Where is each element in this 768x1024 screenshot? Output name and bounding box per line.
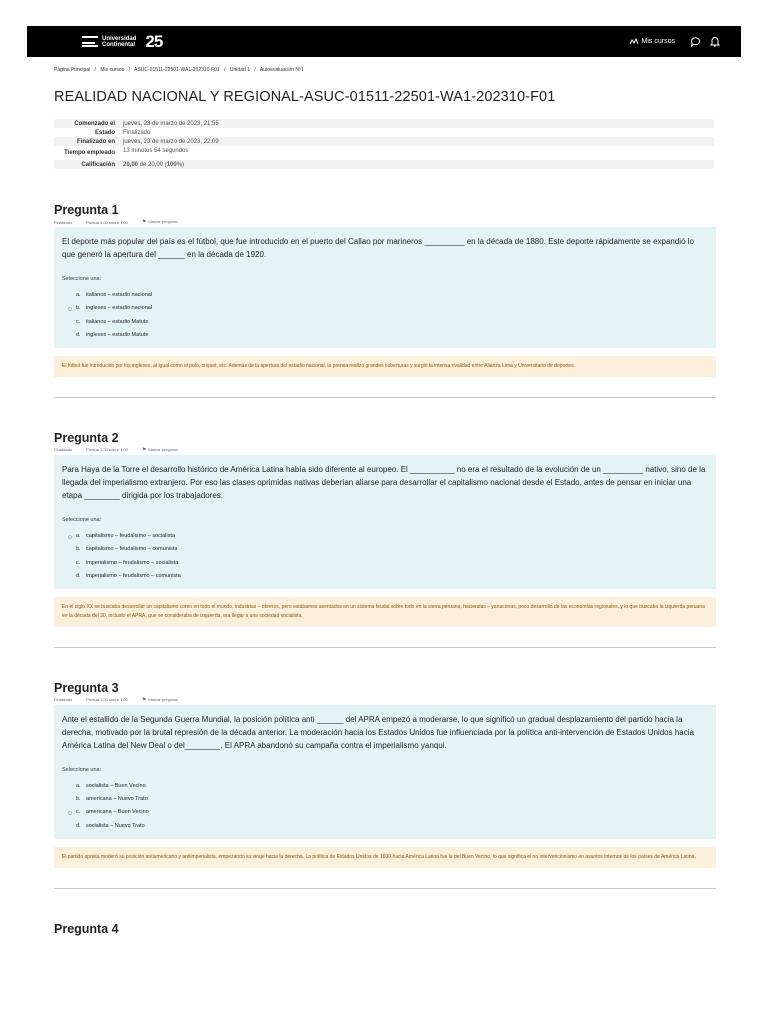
flag-label: Marcar pregunta (148, 446, 178, 452)
radio-icon[interactable] (68, 320, 72, 324)
select-one-label: Seleccione una: (62, 516, 102, 523)
logo-line1: Universidad (102, 35, 137, 42)
breadcrumb-sep: / (94, 67, 96, 73)
radio-icon[interactable] (68, 798, 72, 802)
flag-question-link[interactable] (142, 447, 178, 453)
flag-question-link[interactable] (142, 219, 178, 225)
question-points: Puntúa 1,00 sobre 1,00 (86, 219, 128, 225)
breadcrumb-unit[interactable]: Unidad 1 (229, 67, 250, 73)
radio-icon[interactable] (68, 784, 72, 788)
option-text: italianos – estadio Matute (86, 318, 149, 325)
grade-percent: 100 (166, 161, 177, 168)
university-logo[interactable] (82, 32, 162, 52)
summary-label: Comenzado el (54, 119, 119, 128)
option-text: socialista – Nuevo Trato (86, 822, 145, 829)
flag-label: Marcar pregunta (148, 219, 178, 224)
question-separator (54, 888, 716, 889)
grade-end: %) (176, 161, 185, 168)
option-letter: c. (76, 809, 81, 816)
option-letter: d. (76, 331, 81, 338)
answer-option[interactable] (62, 806, 708, 819)
breadcrumb-home[interactable]: Página Principal (54, 67, 91, 73)
question-meta (54, 219, 716, 225)
radio-icon[interactable] (68, 294, 72, 298)
option-text: socialista – Buen Vecino (86, 782, 146, 789)
option-letter: d. (76, 822, 81, 829)
question-2 (54, 431, 716, 627)
question-title: Pregunta 2 (54, 430, 119, 445)
flag-icon: ⚑ (141, 446, 147, 453)
option-letter: b. (76, 796, 81, 803)
answer-option[interactable] (62, 289, 708, 302)
question-text: El deporte más popular del país es el fútbol, que fue introducido en el puerto del Callao por marineros _________ en la década de 1880. Este deporte rápidamente se expandió lo que generó la apertura del ______ en la década de 1920. (62, 237, 694, 259)
question-4 (54, 922, 716, 937)
answer-option[interactable] (62, 302, 708, 315)
answer-option[interactable] (62, 316, 708, 329)
question-feedback: En el siglo XX se buscaba desarrollar un capitalismo como en todo el mundo, industrias – obreros, pero estábamos asentados en un sistema feudal sobre todo en la sierra peruana, haciendas – yanaconas, poco desarrollo de las economías regionales, y lo que buscaba la izquierda peruana en la década del 30, incluido el APRA, que se consideraba de izquierda, era llegar a una sociedad socialista. (54, 597, 716, 627)
mis-cursos-link[interactable]: Mis cursos (641, 38, 675, 45)
radio-icon[interactable] (68, 307, 72, 311)
logo-text (102, 36, 136, 48)
option-text: imperialismo – feudalismo – comunista (86, 572, 181, 579)
answer-option[interactable] (62, 329, 708, 342)
summary-row (54, 160, 714, 169)
option-text: ingleses – estadio nacional (86, 305, 153, 312)
question-title: Pregunta 1 (54, 203, 119, 217)
answer-options (62, 289, 708, 342)
attempt-summary-table (54, 119, 714, 169)
question-text: Ante el estallido de la Segunda Guerra Mundial, la posición política anti ______ del APRA empezó a moderarse, lo que significó un gradual desplazamiento del partido hacia la derecha, motivado por la brutal represión de la década anterior. La moderación hacia los Estados Unidos fue influenciada por la política anti-intervención de Estados Unidos hacia América Latina del New Deal o del________. El APRA abandonó su campaña contra el imperialismo yanqui. (62, 714, 694, 750)
question-separator (54, 397, 716, 398)
select-one-label: Seleccione una: (62, 276, 102, 282)
answer-option[interactable] (62, 820, 708, 833)
question-1 (54, 203, 716, 377)
summary-label: Tiempo empleado (54, 146, 119, 160)
page-title: REALIDAD NACIONAL Y REGIONAL-ASUC-01511-22501-WA1-202310-F01 (54, 89, 556, 105)
radio-icon[interactable] (68, 535, 72, 539)
answer-option[interactable] (62, 543, 708, 556)
grade-value: 20,00 (123, 161, 139, 168)
question-meta (54, 447, 716, 453)
breadcrumb-course[interactable]: ASUC-01511-22501-WA1-202310-F01 (134, 67, 220, 73)
flag-icon: ⚑ (141, 696, 147, 703)
answer-option[interactable] (62, 557, 708, 570)
breadcrumb-sep: / (254, 67, 256, 73)
summary-row (54, 146, 714, 160)
option-text: ingleses – estadio Matute (86, 331, 149, 338)
summary-row (54, 119, 714, 128)
logo-anniversary-number: 25 (145, 31, 163, 51)
option-text: imperialismo – feudalismo – socialista (86, 559, 179, 566)
answer-options (62, 530, 708, 583)
logo-line2: Continental (102, 41, 135, 48)
question-status: Finalizado (54, 447, 73, 453)
option-text: italianos – estadio nacional (86, 292, 153, 298)
question-feedback: El partido aprista moderó su posición antiamericano y antiimperialista, empezando su viraje hacia la derecha. La política de Estados Unidos de 1930 hacia América Latina fue la del Buen Vecino, lo que significa el no intervencionismo en asuntos internos de los países de América Latina. (54, 847, 716, 868)
summary-label: Finalizado en (54, 137, 119, 146)
question-content (54, 705, 716, 839)
flag-question-link[interactable] (142, 697, 178, 703)
question-points: Puntúa 1,00 sobre 1,00 (86, 447, 128, 453)
nav-right (628, 36, 721, 48)
question-content (54, 227, 716, 348)
question-3 (54, 681, 716, 868)
summary-value: Finalizado (119, 128, 714, 137)
question-meta (54, 697, 716, 703)
option-letter: c. (76, 318, 81, 325)
question-content (54, 455, 716, 589)
answer-option[interactable] (62, 530, 708, 543)
radio-icon[interactable] (68, 548, 72, 552)
option-letter: a. (76, 292, 81, 298)
summary-value: jueves, 23 de marzo de 2023, 21:55 (119, 119, 714, 128)
option-letter: c. (76, 559, 81, 566)
radio-icon[interactable] (68, 824, 72, 828)
select-one-label: Seleccione una: (62, 766, 102, 773)
answer-option[interactable] (62, 570, 708, 583)
question-points: Puntúa 1,00 sobre 1,00 (86, 697, 128, 703)
option-text: capitalismo – feudalismo – comunista (86, 546, 178, 553)
messages-icon[interactable] (689, 36, 701, 48)
radio-icon[interactable] (68, 811, 72, 815)
option-letter: a. (76, 532, 81, 539)
question-status: Finalizado (54, 697, 73, 703)
option-letter: b. (76, 546, 81, 553)
breadcrumb-quiz[interactable]: Autoevaluación Nº1 (259, 67, 304, 73)
radio-icon[interactable] (68, 575, 72, 579)
radio-icon[interactable] (68, 334, 72, 338)
flag-icon: ⚑ (141, 219, 147, 225)
option-letter: d. (76, 572, 81, 579)
answer-option[interactable] (62, 793, 708, 806)
summary-value (119, 160, 714, 169)
summary-value: jueves, 23 de marzo de 2023, 22:09 (119, 137, 714, 146)
question-title: Pregunta 4 (54, 921, 119, 936)
page-frame (27, 26, 741, 1024)
summary-label: Estado (54, 128, 119, 137)
answer-options (62, 780, 708, 833)
breadcrumb-sep: / (128, 67, 130, 73)
option-letter: b. (76, 305, 81, 312)
logo-mark-icon (82, 36, 98, 47)
option-letter: a. (76, 782, 81, 789)
breadcrumb (27, 67, 741, 75)
radio-icon[interactable] (68, 561, 72, 565)
summary-value: 13 minutos 54 segundos (119, 146, 714, 160)
question-status: Finalizado (54, 219, 73, 225)
answer-option[interactable] (62, 780, 708, 793)
courses-icon (628, 36, 640, 48)
top-navbar (27, 26, 741, 57)
question-feedback: El fútbol fue introducido por los ingleses, al igual como el polo, criquet, etc. Además de la apertura del estadio nacional, la prensa realizó grandes coberturas y surgió la intensa rivalidad entre Alianza Lima y Universitario de deportes. (54, 356, 716, 377)
question-separator (54, 647, 716, 648)
flag-label: Marcar pregunta (148, 696, 178, 702)
question-title: Pregunta 3 (54, 680, 119, 695)
summary-row (54, 128, 714, 137)
option-text: americana – Buen Vecino (86, 809, 149, 816)
summary-row (54, 137, 714, 146)
breadcrumb-mis-cursos[interactable]: Mis cursos (100, 67, 125, 73)
breadcrumb-sep: / (224, 67, 226, 73)
option-text: americana – Nuevo Trato (86, 796, 148, 803)
option-text: capitalismo – feudalismo – socialista (86, 532, 175, 539)
question-text: Para Haya de la Torre el desarrollo histórico de América Latina había sido diferente al europeo. El __________ no era el resultado de la evolución de un _________ nativo, sino de la llegada del imperialismo extranjero. Por eso las clases oprimidas nativas deberían aliarse para desarrollar el capitalismo nacional desde el Estado, antes de pensar en iniciar una etapa ________ dirigida por los trabajadores. (62, 464, 706, 500)
summary-label: Calificación (54, 160, 119, 169)
notifications-bell-icon[interactable] (709, 36, 721, 48)
grade-mid: de 20,00 ( (138, 161, 167, 168)
